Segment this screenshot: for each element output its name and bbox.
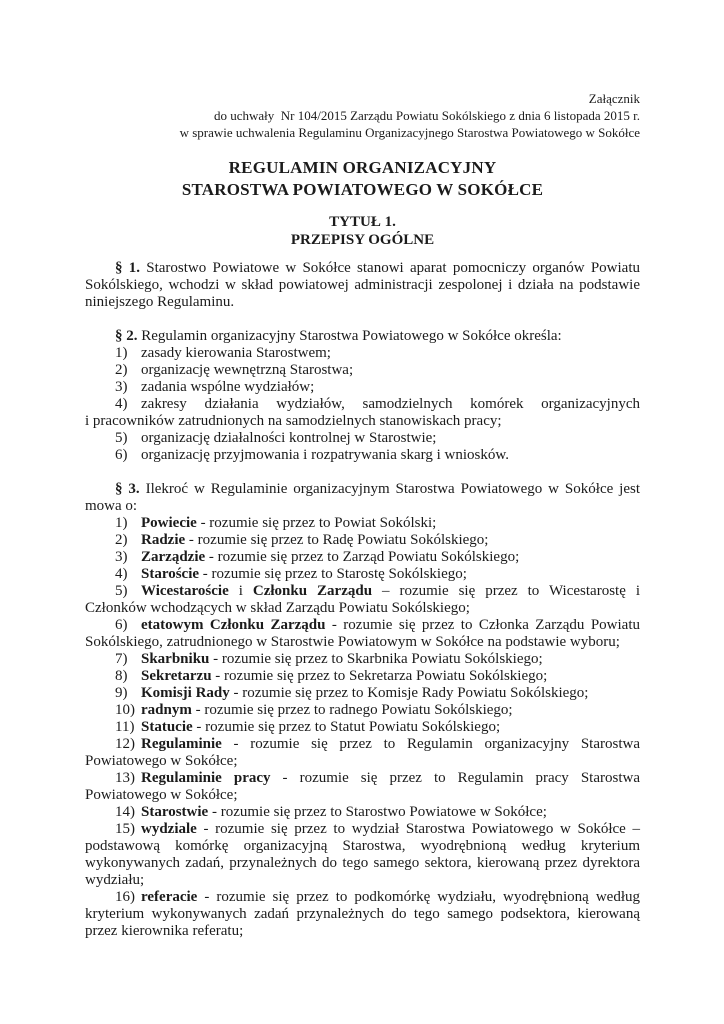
text: - rozumie się przez to Starostę Sokólskiego; <box>199 566 467 582</box>
bold-text: Skarbniku <box>141 651 210 667</box>
text: - rozumie się przez to Członka Zarządu Powiatu Sokólskiego, zatrudnionego w Starostwie Powiatowym w Sokółce na podstawie wyboru; <box>85 617 640 650</box>
attachment-header-line-2: do uchwały Nr 104/2015 Zarządu Powiatu Sokólskiego z dnia 6 listopada 2015 r. <box>213 108 640 123</box>
section-2-item-4 <box>85 396 640 430</box>
section-3-item-2 <box>85 532 640 549</box>
document-body <box>85 260 640 940</box>
section-2 <box>85 328 640 345</box>
item-number: 2) <box>115 362 128 378</box>
attachment-header-line-1: Załącznik <box>588 91 640 106</box>
section-3-item-15 <box>85 821 640 889</box>
document-subtitle-line-1: TYTUŁ 1. <box>329 214 396 230</box>
bold-text: Starostwie <box>141 804 209 820</box>
document-title <box>85 157 640 201</box>
bold-text: referacie <box>141 889 198 905</box>
section-3-item-13 <box>85 770 640 804</box>
text: - rozumie się przez to Regulamin organizacyjny Starostwa Powiatowego w Sokółce; <box>85 736 640 769</box>
item-number: 2) <box>115 532 128 548</box>
text: Ilekroć w Regulaminie organizacyjnym Starostwa Powiatowego w Sokółce jest mowa o: <box>85 481 640 514</box>
text: zadania wspólne wydziałów; <box>141 379 315 395</box>
text: - rozumie się przez to Powiat Sokólski; <box>196 515 437 531</box>
text: organizację wewnętrzną Starostwa; <box>141 362 354 378</box>
attachment-header <box>85 90 640 141</box>
text: - rozumie się przez to Zarząd Powiatu Sokólskiego; <box>205 549 520 565</box>
item-number: 3) <box>115 379 128 395</box>
item-number: 10) <box>115 702 135 718</box>
item-number: 4) <box>115 396 128 412</box>
bold-text: Komisji Rady <box>141 685 230 701</box>
section-3-item-12 <box>85 736 640 770</box>
bold-text: Sekretarzu <box>141 668 212 684</box>
section-3-item-8 <box>85 668 640 685</box>
section-2-item-6 <box>85 447 640 464</box>
item-number: 5) <box>115 583 128 599</box>
item-number: 15) <box>115 821 135 837</box>
section-3-item-4 <box>85 566 640 583</box>
item-number: 13) <box>115 770 135 786</box>
text: - rozumie się przez to Radę Powiatu Sokólskiego; <box>185 532 489 548</box>
text: Starostwo Powiatowe w Sokółce stanowi aparat pomocniczy organów Powiatu Sokólskiego, wchodzi w skład powiatowej administracji zespolonej i działa na podstawie niniejszego Regulaminu. <box>85 260 640 310</box>
document-title-line-2: STAROSTWA POWIATOWEGO W SOKÓŁCE <box>181 180 544 199</box>
item-number: 6) <box>115 617 128 633</box>
section-3-item-3 <box>85 549 640 566</box>
item-number: 11) <box>115 719 135 735</box>
text: zasady kierowania Starostwem; <box>141 345 331 361</box>
bold-text: Zarządzie <box>141 549 206 565</box>
item-number: 8) <box>115 668 128 684</box>
bold-text: § 2. <box>115 328 138 344</box>
section-2-item-3 <box>85 379 640 396</box>
text: - rozumie się przez to Regulamin pracy Starostwa Powiatowego w Sokółce; <box>85 770 640 803</box>
bold-text: radnym <box>141 702 192 718</box>
document-title-line-1: REGULAMIN ORGANIZACYJNY <box>228 158 497 177</box>
bold-text: Staroście <box>141 566 200 582</box>
text: - rozumie się przez to Sekretarza Powiatu Sokólskiego; <box>211 668 548 684</box>
item-number: 6) <box>115 447 128 463</box>
item-number: 5) <box>115 430 128 446</box>
bold-text: wydziale <box>141 821 197 837</box>
item-number: 1) <box>115 345 128 361</box>
document-subtitle-line-2: PRZEPISY OGÓLNE <box>290 232 435 248</box>
section-3-item-6 <box>85 617 640 651</box>
bold-text: Radzie <box>141 532 186 548</box>
text: zakresy działania wydziałów, samodzielnych komórek organizacyjnych i pracowników zatrudnionych na samodzielnych stanowiskach pracy; <box>85 396 640 429</box>
section-2-item-2 <box>85 362 640 379</box>
document-subtitle <box>85 213 640 249</box>
item-number: 7) <box>115 651 128 667</box>
text: – rozumie się przez to Wicestarostę i Członków wchodzących w skład Zarządu Powiatu Sokólskiego; <box>85 583 640 616</box>
bold-text: Wicestaroście <box>141 583 229 599</box>
text: - rozumie się przez to podkomórkę wydziału, wyodrębnioną według kryterium wykonywanych zadań przynależnych do tego samego podsektora, kierowaną przez kierownika referatu; <box>85 889 640 939</box>
section-3-item-7 <box>85 651 640 668</box>
section-3 <box>85 481 640 515</box>
item-number: 1) <box>115 515 128 531</box>
text: i <box>228 583 253 599</box>
bold-text: Powiecie <box>141 515 197 531</box>
bold-text: Statucie <box>141 719 193 735</box>
text: - rozumie się przez to wydział Starostwa Powiatowego w Sokółce – podstawową komórkę organizacyjną Starostwa, wyodrębnioną według kryterium wykonywanych zadań, przynależnych do tego samego sektora, kierowaną przez dyrektora wydziału; <box>85 821 640 888</box>
bold-text: Regulaminie <box>141 736 222 752</box>
section-1 <box>85 260 640 311</box>
text: - rozumie się przez to radnego Powiatu Sokólskiego; <box>191 702 513 718</box>
text: - rozumie się przez to Komisje Rady Powiatu Sokólskiego; <box>229 685 589 701</box>
text: - rozumie się przez to Starostwo Powiatowe w Sokółce; <box>208 804 547 820</box>
section-3-item-10 <box>85 702 640 719</box>
section-3-item-9 <box>85 685 640 702</box>
section-3-item-1 <box>85 515 640 532</box>
text: - rozumie się przez to Statut Powiatu Sokólskiego; <box>192 719 501 735</box>
text: organizację działalności kontrolnej w Starostwie; <box>141 430 437 446</box>
section-3-item-16 <box>85 889 640 940</box>
item-number: 16) <box>115 889 135 905</box>
bold-text: etatowym Członku Zarządu <box>141 617 326 633</box>
bold-text: Regulaminie pracy <box>141 770 271 786</box>
item-number: 3) <box>115 549 128 565</box>
section-3-item-5 <box>85 583 640 617</box>
text: organizację przyjmowania i rozpatrywania skarg i wniosków. <box>141 447 509 463</box>
text: Regulamin organizacyjny Starostwa Powiatowego w Sokółce określa: <box>137 328 562 344</box>
section-3-item-11 <box>85 719 640 736</box>
item-number: 12) <box>115 736 135 752</box>
text: - rozumie się przez to Skarbnika Powiatu Sokólskiego; <box>209 651 543 667</box>
section-2-item-1 <box>85 345 640 362</box>
bold-text: § 3. <box>115 481 140 497</box>
bold-text: Członku Zarządu <box>252 583 373 599</box>
section-3-item-14 <box>85 804 640 821</box>
item-number: 9) <box>115 685 128 701</box>
attachment-header-line-3: w sprawie uchwalenia Regulaminu Organizacyjnego Starostwa Powiatowego w Sokółce <box>179 125 640 140</box>
item-number: 4) <box>115 566 128 582</box>
section-2-item-5 <box>85 430 640 447</box>
item-number: 14) <box>115 804 135 820</box>
bold-text: § 1. <box>115 260 140 276</box>
